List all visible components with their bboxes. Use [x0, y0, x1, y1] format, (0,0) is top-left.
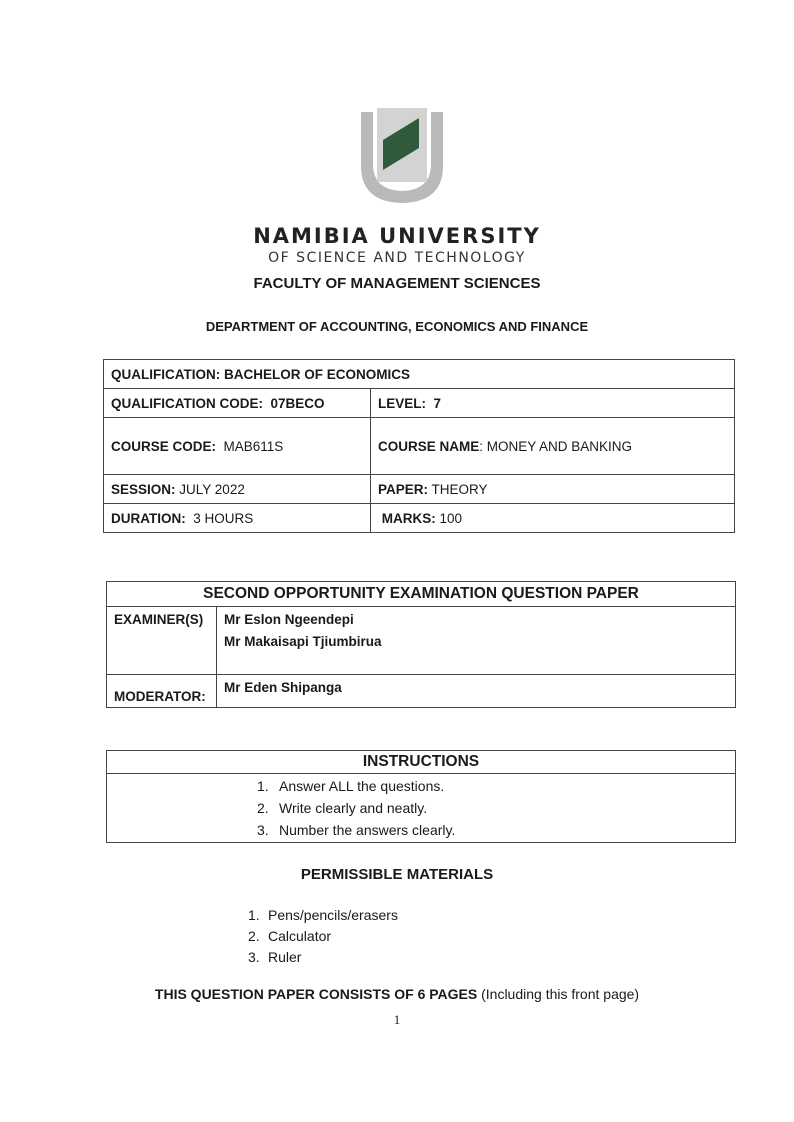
qualification-cell: QUALIFICATION: BACHELOR OF ECONOMICS — [104, 360, 735, 389]
permissible-materials-title: PERMISSIBLE MATERIALS — [300, 866, 494, 883]
examiner-name: Mr Makaisapi Tjiumbirua — [224, 634, 382, 649]
list-item: 2. Calculator — [248, 928, 332, 944]
university-logo — [357, 106, 447, 206]
moderator-name: Mr Eden Shipanga — [217, 675, 736, 708]
course-name-cell: COURSE NAME: MONEY AND BANKING — [371, 418, 735, 475]
paper-cell: PAPER: THEORY — [371, 475, 735, 504]
level-cell: LEVEL: 7 — [371, 389, 735, 418]
university-name: NAMIBIA UNIVERSITY — [253, 224, 541, 248]
list-item: 1. Pens/pencils/erasers — [248, 907, 398, 923]
list-item: 3. Ruler — [248, 949, 302, 965]
instructions-list — [107, 774, 736, 843]
examiner-names — [217, 607, 736, 675]
page-count-note: THIS QUESTION PAPER CONSISTS OF 6 PAGES (Including this front page) — [154, 986, 640, 1002]
examiner-label: EXAMINER(S) — [107, 607, 217, 675]
list-item: 2. Write clearly and neatly. — [257, 800, 428, 816]
university-subtitle: OF SCIENCE AND TECHNOLOGY — [268, 250, 526, 266]
duration-cell: DURATION: 3 HOURS — [104, 504, 371, 533]
marks-cell: MARKS: 100 — [371, 504, 735, 533]
department-title: DEPARTMENT OF ACCOUNTING, ECONOMICS AND FINANCE — [205, 319, 589, 334]
qualification-code-cell: QUALIFICATION CODE: 07BECO — [104, 389, 371, 418]
exam-paper-title: SECOND OPPORTUNITY EXAMINATION QUESTION PAPER — [107, 582, 736, 607]
session-cell: SESSION: JULY 2022 — [104, 475, 371, 504]
list-item: 1. Answer ALL the questions. — [257, 778, 445, 794]
materials-list — [248, 905, 398, 968]
course-code-cell: COURSE CODE: MAB611S — [104, 418, 371, 475]
page-number: 1 — [393, 1012, 401, 1027]
instructions-table — [106, 750, 736, 843]
examiner-name: Mr Eslon Ngeendepi — [224, 612, 354, 627]
examination-table — [106, 581, 736, 708]
instructions-title: INSTRUCTIONS — [107, 751, 736, 774]
faculty-title: FACULTY OF MANAGEMENT SCIENCES — [253, 275, 541, 292]
list-item: 3. Number the answers clearly. — [257, 822, 456, 838]
moderator-label: MODERATOR: — [107, 675, 217, 708]
qualification-table — [103, 359, 735, 533]
